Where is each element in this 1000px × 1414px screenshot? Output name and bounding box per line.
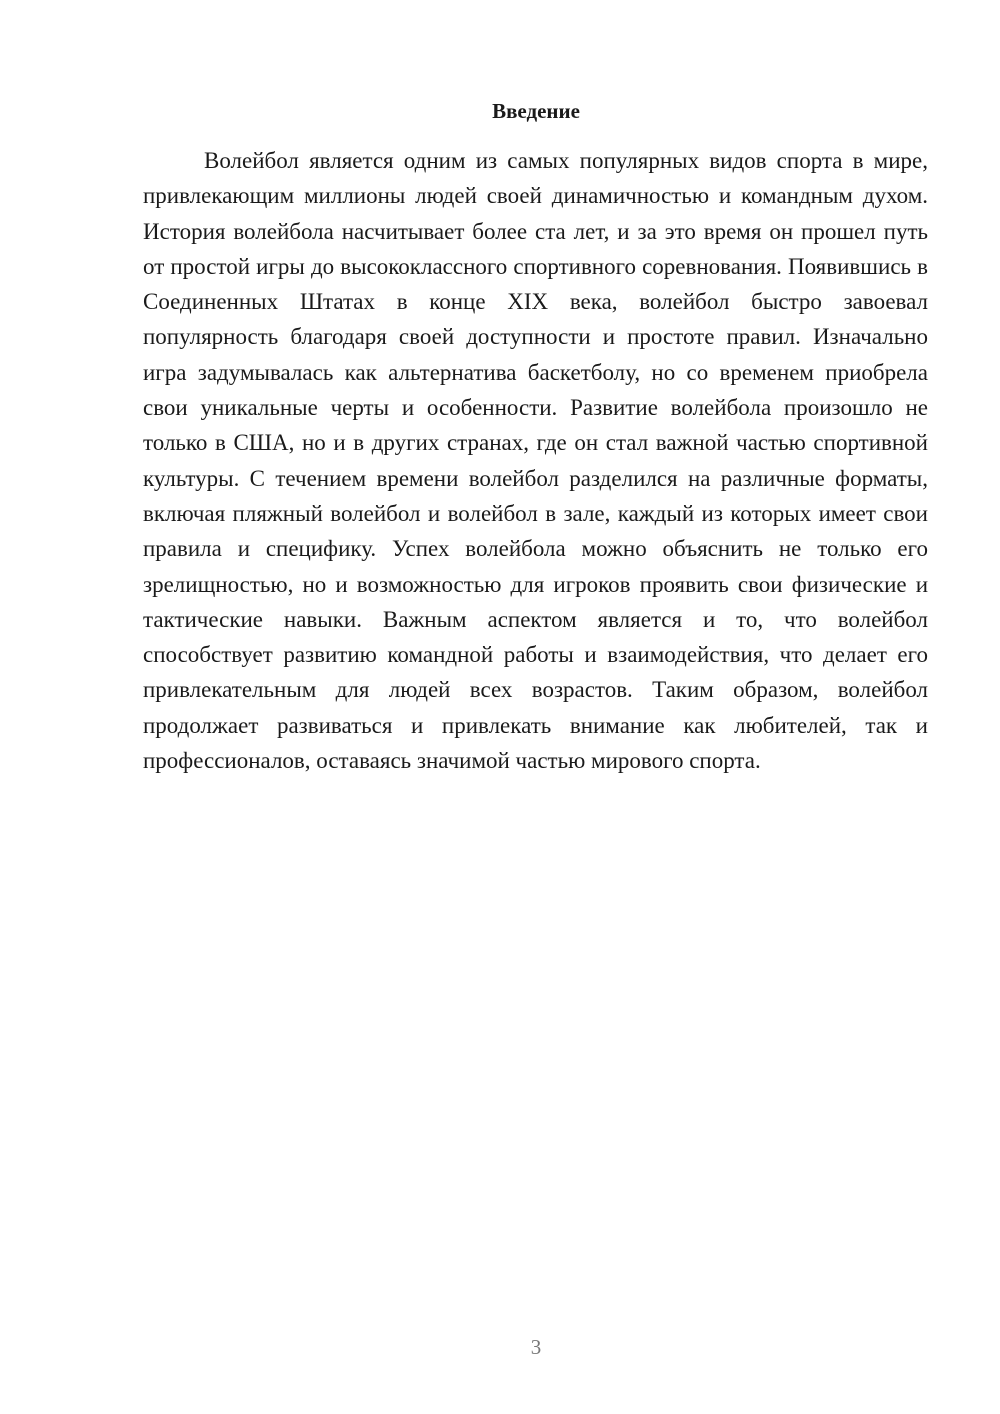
body-paragraph: Волейбол является одним из самых популярных видов спорта в мире, привлекающим миллионы людей своей динамичностью и командным духом. История волейбола насчитывает более ста лет, и за это время он прошел путь от простой игры до высококлассного спортивного соревнования. Появившись в Соединенных Штатах в конце XIX века, волейбол быстро завоевал популярность благодаря своей доступности и простоте правил. Изначально игра задумывалась как альтернатива баскетболу, но со временем приобрела свои уникальные черты и особенности. Развитие волейбола произошло не только в США, но и в других странах, где он стал важной частью спортивной культуры. С течением времени волейбол разделился на различные форматы, включая пляжный волейбол и волейбол в зале, каждый из которых имеет свои правила и специфику. Успех волейбола можно объяснить не только его зрелищностью, но и возможностью для игроков проявить свои физические и тактические навыки. Важным аспектом является и то, что волейбол способствует развитию командной работы и взаимодействия, что делает его привлекательным для людей всех возрастов. Таким образом, волейбол продолжает развиваться и привлекать внимание как любителей, так и профессионалов, оставаясь значимой частью мирового спорта. [143, 148, 928, 774]
page-heading: Введение [492, 99, 580, 123]
page-number: 3 [530, 1335, 542, 1359]
